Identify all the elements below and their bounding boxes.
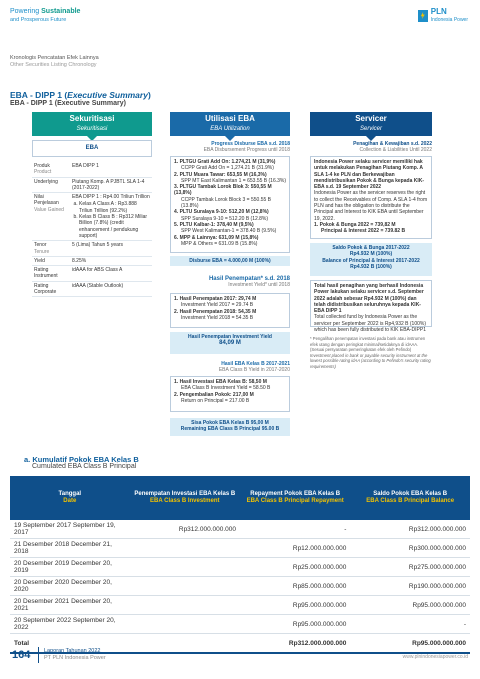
brand-tagline: Powering Sustainable and Prosperous Future (10, 8, 81, 23)
table-row: 20 Desember 2021 December 20, 2021 Rp95.000.000.000 Rp95.000.000.000 (10, 596, 470, 615)
collection-body: Indonesia Power selaku servicer memiliki hak untuk melakukan Penagihan Piutang Komp. A SLA 1-4 ke PLN dan Berkewajiban mendistribusikan Pokok & Bunga kepada KIK-EBA s.d. 19 September 2022 Indonesia Power as the servicer reserves the right to collect the Receivables of Comp. A SLA 1-4 from PLN and has the obligation to distribute the Principal and Interest to KIK EBA until September 19, 2022. 1. Pokok & Bunga 2022 = 739,82 M Principal & Interest 2022 = 739.82 B (310, 156, 432, 239)
eba-b-yield-list: 1. Hasil Investasi EBA Kelas B: 58,50 M EBA Class B Investment Yield = 58.50 B 2. Pengembalian Pokok: 217,00 M Return on Principal = 217.00 B (170, 376, 290, 412)
column-header-securitization: Sekuritisasi Sekuritisasi (32, 112, 152, 136)
remaining-eba-b: Sisa Pokok EBA Kelas B 95,00 M Remaining EBA Class B Principal 95.00 B (170, 418, 290, 436)
section-subtitle: Cumulated EBA Class B Principal (32, 463, 137, 470)
eba-label-box: EBA (32, 140, 152, 157)
disbursement-list: 1. PLTGU Grati Add On: 1.274,21 M (31,9%) CCPP Grati Add On = 1,274.21 B (31.9%) 2. PLTU Muara Tawar: 653,55 M (16,3%) SPP MT East Kalimantan 1 = 653.55 B (16.3%) 3. PLTGU Tambak Lorok Blok 3: 550,55 M (13,8%) CCPP Tambak Lorok Block 3 = 550.55 B (13.8%) 4. PLTU Suralaya 9-10: 512,20 M (12,8%) SPP Suralaya 9-10 = 512.20 B (12.8%) 5. PLTU Kalbar-1: 378,40 M (9,5%) SPP West Kalimantan-1 = 378.40 B (9.5%) 6. MPP & Lainnya: 631,09 M (15,8%) MPP & Others = 631.09 B (15.8%) (170, 156, 290, 253)
eba-b-yield-heading: Hasil EBA Kelas B 2017-2021 EBA Class B Yield in 2017-2020 (218, 361, 290, 374)
header-repayment: Repayment Pokok EBA Kelas B EBA Class B Principal Repayment (240, 476, 350, 520)
row-product: Produk Product EBA DIPP 1 (32, 162, 152, 177)
row-value: Nilai Penjelasan Value Gained EBA DIPP 1 : Rp4.00 Triliun Trillion a. Kelas A Class A : Rp3.888 Triliun Trillion (92.2%) b. Kelas B Class B : Rp312 Miliar Billion (7.8%) (credit enhancement / pendukung support) (32, 193, 152, 241)
page-subtitle: EBA - DIPP 1 (Executive Summary) (10, 100, 126, 107)
row-rating-instrument: Rating Instrument idAAA for ABS Class A (32, 266, 152, 282)
investment-yield-list: 1. Hasil Penempatan 2017: 29,74 M Investment Yield 2017 = 29.74 B 2. Hasil Penempatan 2018: 54,35 M Investment Yield 2018 = 54.35 B (170, 293, 290, 328)
pln-logo: PLN Indonesia Power (418, 8, 468, 24)
table-row: 20 Desember 2019 December 20, 2019 Rp25.000.000.000 Rp275.000.000.000 (10, 558, 470, 577)
breadcrumb: Kronologis Pencatatan Efek Lainnya Other Securities Listing Chronology (10, 55, 99, 68)
column-header-servicer: Servicer Servicer (310, 112, 432, 136)
header-balance: Saldo Pokok EBA Kelas B EBA Class B Principal Balance (350, 476, 470, 520)
row-rating-corporate: Rating Corporate idAAA (Stable Outlook) (32, 281, 152, 297)
row-tenor: Tenor Tenure 5 (Lima) Tahun 5 years (32, 241, 152, 257)
header-investment: Penempatan Investasi EBA Kelas B EBA Class B Investment (130, 476, 240, 520)
table-row: 20 Desember 2020 December 20, 2020 Rp85.000.000.000 Rp190.000.000.000 (10, 577, 470, 596)
table-row: 21 Desember 2018 December 21, 2018 Rp12.000.000.000 Rp300.000.000.000 (10, 539, 470, 558)
principal-interest-balance: Saldo Pokok & Bunga 2017-2022 Rp4.932 M (100%) Balance of Principal & Interest 2017-2022 Rp4.932 B (100%) (310, 243, 432, 276)
row-yield: Yield 8.25% (32, 256, 152, 265)
investment-yield-total: Hasil Penempatan Investment Yield 84,09 M (170, 332, 290, 354)
disbursement-progress-heading: Progress Disburse EBA s.d. 2018 EBA Disbursement Progress until 2018 (203, 141, 290, 154)
investment-yield-heading: Hasil Penempatan* s.d. 2018 Investment Yield* until 2018 (208, 276, 290, 288)
page-title: EBA - DIPP 1 (Executive Summary) (10, 90, 151, 100)
footer-divider (38, 647, 39, 663)
lightning-icon (418, 10, 428, 22)
collection-heading: Penagihan & Kewajiban s.d. 2022 Collection & Liabilities Until 2022 (353, 141, 432, 154)
table-row: 19 September 2017 September 19, 2017 Rp312.000.000.000 - Rp312.000.000.000 (10, 520, 470, 539)
footer-url[interactable]: www.plnindonesiapower.co.id (402, 654, 468, 660)
page-number: 164 (12, 649, 31, 661)
cumulative-principal-table (10, 476, 470, 654)
servicer-total-collection: Total hasil penagihan yang berhasil Indonesia Power lakukan selaku servicer s.d. September 2022 adalah sebesar Rp4.932 M (100%) dan telah didistribusikan seluruhnya kepada KIK-EBA DIPP 1 Total collected fund by Indonesia Power as the servicer per September 2022 is Rp4,932 B (100%) which has been fully distributed to KIK EBA-DIPP1 (310, 280, 432, 327)
table-row: 20 September 2022 September 20, 2022 Rp95.000.000.000 - (10, 615, 470, 634)
securitization-table (32, 162, 152, 297)
table-total-row: Total Rp312.000.000.000 Rp95.000.000.000 (10, 634, 470, 654)
footer-report: Laporan Tahunan 2022 PT PLN Indonesia Power (44, 648, 106, 661)
column-header-utilization: Utilisasi EBA EBA Utilization (170, 112, 290, 136)
row-underlying: Underlying Piutang Komp. A PJBTL SLA 1-4 (2017-2022) (32, 177, 152, 193)
header-date: Tanggal Date (10, 476, 130, 520)
disburse-total: Disburse EBA = 4.000,00 M (100%) (170, 256, 290, 266)
footnote: * Pengalihan penempatan investasi pada bank atau instrumen efek utang dengan peringkat minimal/setidaknya di idAAA. (Sesuai persyaratan pemeringkatan efek oleh Pefindo) Investment placed in bank or payable security instrument at the lowest possible rating idAA (according to Pefindo's security rating requirements) (310, 336, 431, 369)
section-title: a. Kumulatif Pokok EBA Kelas B (24, 455, 139, 464)
